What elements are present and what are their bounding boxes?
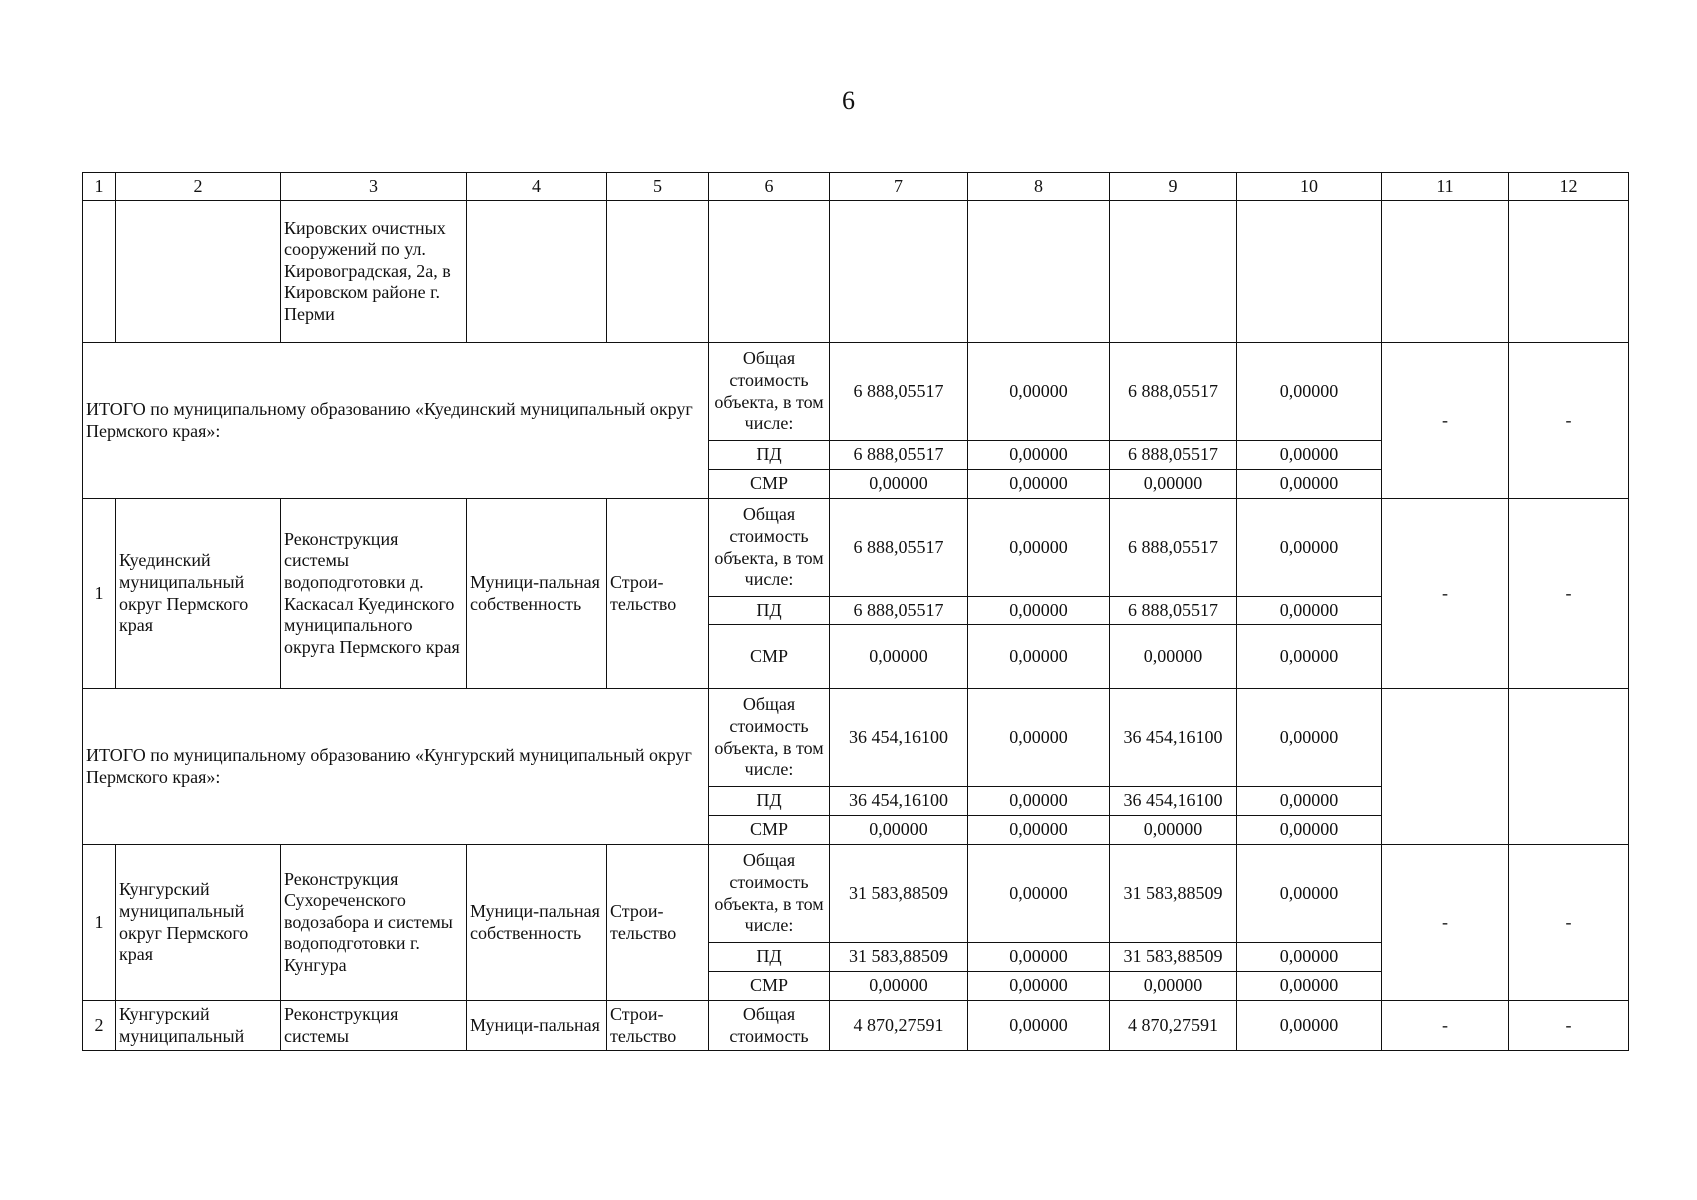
total-row (83, 343, 1629, 441)
value-col8: 0,00000 (968, 787, 1110, 816)
cost-type: СМР (709, 816, 830, 845)
value-col9: 36 454,16100 (1110, 787, 1237, 816)
object-name: Реконструкция системы (281, 1001, 467, 1051)
item-row (83, 1001, 1629, 1051)
item-row (83, 845, 1629, 943)
value-col11: - (1382, 499, 1509, 689)
ownership-type: Муници-пальная собственность (467, 845, 607, 1001)
municipality-name: Кунгурский муниципальный округ Пермского края (116, 845, 281, 1001)
value-col8: 0,00000 (968, 845, 1110, 943)
value-col8: 0,00000 (968, 689, 1110, 787)
value-col10: 0,00000 (1237, 597, 1382, 625)
value-col11 (1382, 689, 1509, 845)
ownership-type: Муници-пальная (467, 1001, 607, 1051)
column-header: 10 (1237, 173, 1382, 201)
column-header: 9 (1110, 173, 1237, 201)
value-col12: - (1509, 845, 1629, 1001)
column-header: 2 (116, 173, 281, 201)
value-col8: 0,00000 (968, 816, 1110, 845)
value-col8: 0,00000 (968, 441, 1110, 470)
cost-type: СМР (709, 470, 830, 499)
total-label: ИТОГО по муниципальному образованию «Кунгурский муниципальный округ Пермского края»: (83, 689, 709, 845)
object-name: Реконструкция Сухореченского водозабора и системы водоподготовки г. Кунгура (281, 845, 467, 1001)
value-col12: - (1509, 343, 1629, 499)
column-header: 11 (1382, 173, 1509, 201)
cost-type: ПД (709, 441, 830, 470)
cost-type: Общая стоимость объекта, в том числе: (709, 499, 830, 597)
value-col10: 0,00000 (1237, 343, 1382, 441)
value-col7: 31 583,88509 (830, 845, 968, 943)
value-col10: 0,00000 (1237, 787, 1382, 816)
value-col7: 6 888,05517 (830, 499, 968, 597)
value-col9: 0,00000 (1110, 972, 1237, 1001)
value-col12: - (1509, 1001, 1629, 1051)
column-number-row (83, 173, 1629, 201)
item-number: 1 (83, 845, 116, 1001)
value-col10: 0,00000 (1237, 441, 1382, 470)
municipality-name: Кунгурский муниципальный (116, 1001, 281, 1051)
value-col9: 6 888,05517 (1110, 343, 1237, 441)
value-col9: 36 454,16100 (1110, 689, 1237, 787)
value-col10: 0,00000 (1237, 499, 1382, 597)
value-col7: 0,00000 (830, 816, 968, 845)
column-header: 8 (968, 173, 1110, 201)
value-col10: 0,00000 (1237, 689, 1382, 787)
cost-type: ПД (709, 787, 830, 816)
value-col8: 0,00000 (968, 343, 1110, 441)
value-col7: 36 454,16100 (830, 787, 968, 816)
value-col7: 36 454,16100 (830, 689, 968, 787)
ownership-type: Муници-пальная собственность (467, 499, 607, 689)
total-label: ИТОГО по муниципальному образованию «Куединский муниципальный округ Пермского края»: (83, 343, 709, 499)
value-col10: 0,00000 (1237, 943, 1382, 972)
cost-type: Общая стоимость (709, 1001, 830, 1051)
value-col10: 0,00000 (1237, 470, 1382, 499)
column-header: 12 (1509, 173, 1629, 201)
municipality-name: Куединский муниципальный округ Пермского края (116, 499, 281, 689)
column-header: 3 (281, 173, 467, 201)
value-col11: - (1382, 1001, 1509, 1051)
page-number: 6 (842, 86, 855, 115)
value-col8: 0,00000 (968, 1001, 1110, 1051)
value-col9: 6 888,05517 (1110, 499, 1237, 597)
value-col8: 0,00000 (968, 499, 1110, 597)
value-col8: 0,00000 (968, 597, 1110, 625)
value-col10: 0,00000 (1237, 1001, 1382, 1051)
cost-type: ПД (709, 597, 830, 625)
column-header: 5 (607, 173, 709, 201)
value-col12 (1509, 689, 1629, 845)
cost-type: Общая стоимость объекта, в том числе: (709, 343, 830, 441)
value-col7: 6 888,05517 (830, 343, 968, 441)
value-col8: 0,00000 (968, 943, 1110, 972)
column-header: 4 (467, 173, 607, 201)
value-col12: - (1509, 499, 1629, 689)
funding-table (82, 172, 1629, 1051)
value-col8: 0,00000 (968, 470, 1110, 499)
column-header: 7 (830, 173, 968, 201)
value-col8: 0,00000 (968, 625, 1110, 689)
value-col9: 31 583,88509 (1110, 943, 1237, 972)
value-col9: 0,00000 (1110, 625, 1237, 689)
item-row (83, 499, 1629, 597)
carryover-row (83, 201, 1629, 343)
value-col7: 6 888,05517 (830, 441, 968, 470)
cost-type: Общая стоимость объекта, в том числе: (709, 845, 830, 943)
value-col7: 0,00000 (830, 470, 968, 499)
value-col8: 0,00000 (968, 972, 1110, 1001)
cost-type: СМР (709, 972, 830, 1001)
value-col10: 0,00000 (1237, 972, 1382, 1001)
item-number: 1 (83, 499, 116, 689)
value-col9: 6 888,05517 (1110, 597, 1237, 625)
value-col7: 6 888,05517 (830, 597, 968, 625)
work-type: Строи-тельство (607, 845, 709, 1001)
object-name: Реконструкция системы водоподготовки д. Каскасал Куединского муниципального округа Пермского края (281, 499, 467, 689)
cost-type: СМР (709, 625, 830, 689)
object-name: Кировских очистных сооружений по ул. Кировоградская, 2а, в Кировском районе г. Перми (281, 201, 467, 343)
column-header: 6 (709, 173, 830, 201)
value-col10: 0,00000 (1237, 845, 1382, 943)
cost-type: ПД (709, 943, 830, 972)
value-col7: 31 583,88509 (830, 943, 968, 972)
value-col7: 0,00000 (830, 625, 968, 689)
value-col10: 0,00000 (1237, 816, 1382, 845)
cost-type: Общая стоимость объекта, в том числе: (709, 689, 830, 787)
value-col11: - (1382, 845, 1509, 1001)
total-row (83, 689, 1629, 787)
value-col7: 4 870,27591 (830, 1001, 968, 1051)
work-type: Строи-тельство (607, 499, 709, 689)
column-header: 1 (83, 173, 116, 201)
value-col9: 31 583,88509 (1110, 845, 1237, 943)
value-col9: 4 870,27591 (1110, 1001, 1237, 1051)
value-col9: 0,00000 (1110, 816, 1237, 845)
value-col7: 0,00000 (830, 972, 968, 1001)
item-number: 2 (83, 1001, 116, 1051)
value-col10: 0,00000 (1237, 625, 1382, 689)
value-col11: - (1382, 343, 1509, 499)
value-col9: 6 888,05517 (1110, 441, 1237, 470)
work-type: Строи-тельство (607, 1001, 709, 1051)
value-col9: 0,00000 (1110, 470, 1237, 499)
